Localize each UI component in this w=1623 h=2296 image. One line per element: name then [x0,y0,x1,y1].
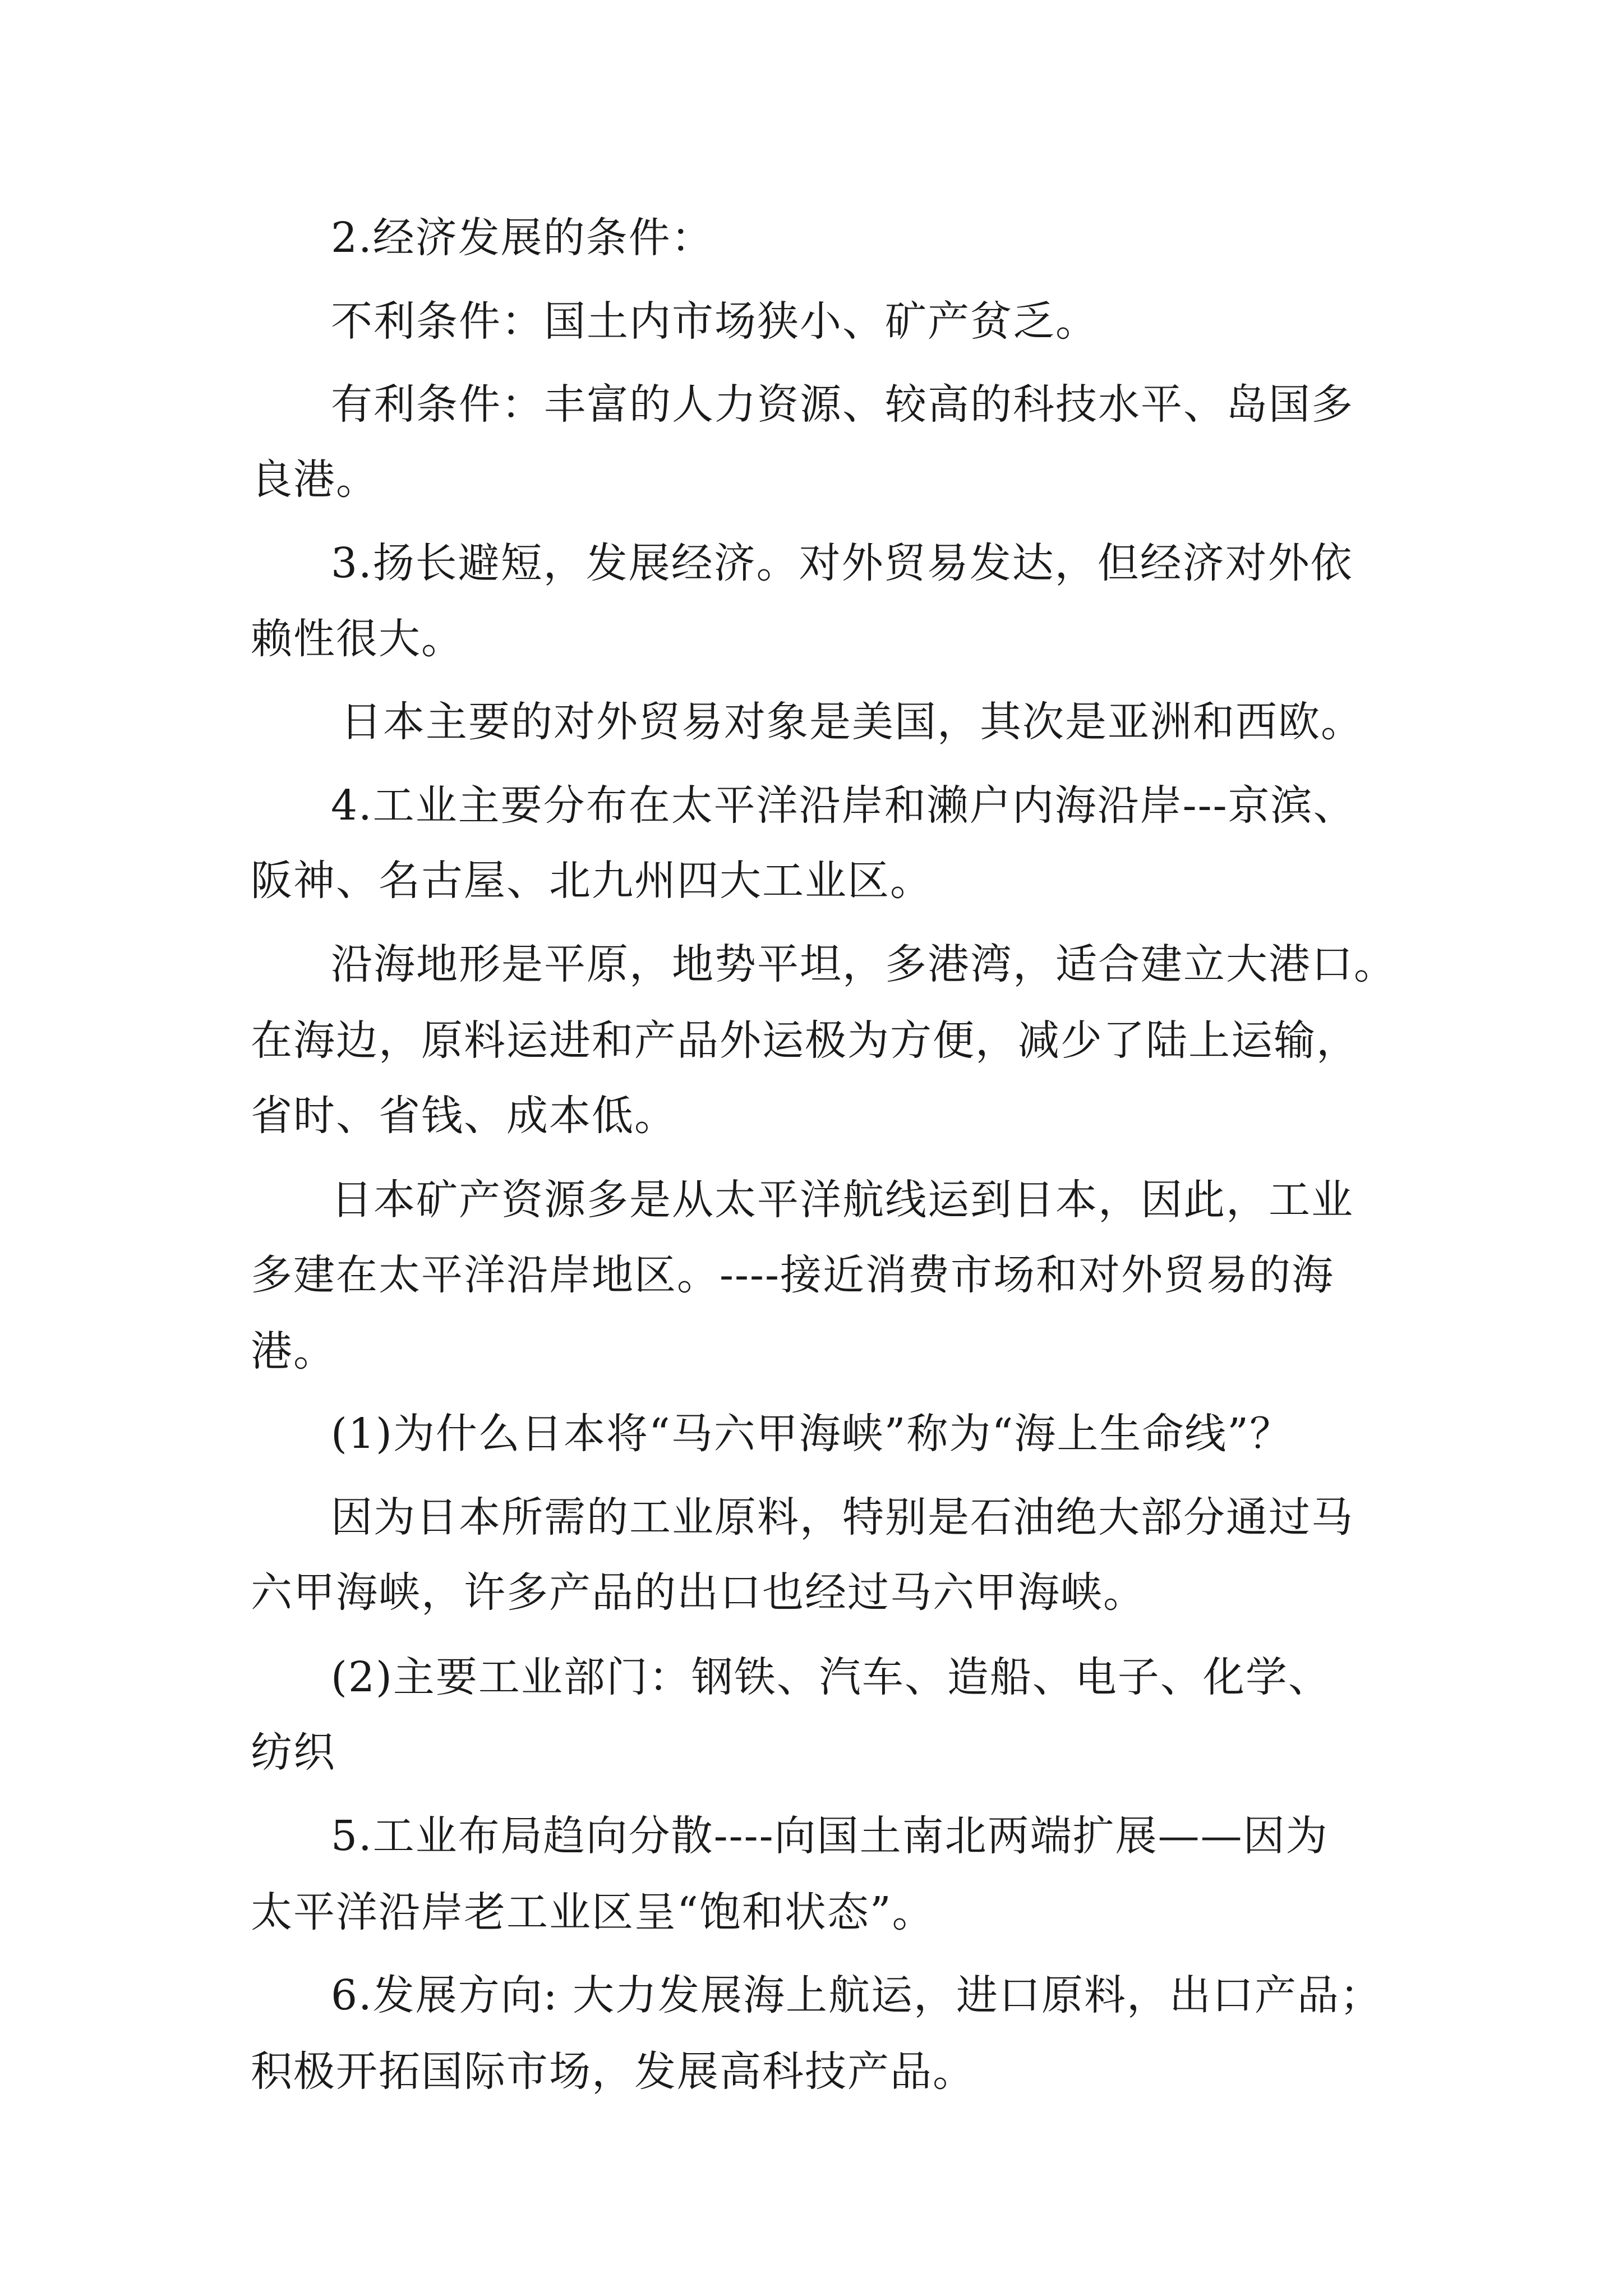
mineral-resources-line-end: 港。 [251,1327,336,1375]
mineral-resources-line-cont: 多建在太平洋沿岸地区。----接近消费市场和对外贸易的海 [251,1251,1335,1299]
section-6-line: 6.发展方向: 大力发展海上航运，进口原料，出口产品； [331,1971,1383,2019]
section-6-line-cont: 积极开拓国际市场，发展高科技产品。 [251,2047,975,2096]
trade-partners-line: 日本主要的对外贸易对象是美国，其次是亚洲和西欧。 [340,698,1363,746]
favorable-conditions-line: 有利条件：丰富的人力资源、较高的科技水平、岛国多 [331,380,1354,429]
unfavorable-conditions-line: 不利条件：国土内市场狭小、矿产贫乏。 [331,297,1098,346]
section-5-line-cont: 太平洋沿岸老工业区呈“饱和状态”。 [251,1888,935,1936]
coastal-terrain-line-cont: 在海边，原料运进和产品外运极为方便，减少了陆上运输， [251,1016,1359,1065]
section-5-line: 5.工业布局趋向分散----向国土南北两端扩展——因为 [331,1812,1329,1860]
coastal-terrain-line-end: 省时、省钱、成本低。 [251,1092,677,1140]
section-3-line-cont: 赖性很大。 [251,615,464,663]
coastal-terrain-line: 沿海地形是平原，地势平坦，多港湾，适合建立大港口。 [331,940,1396,988]
answer-1-line-cont: 六甲海峡，许多产品的出口也经过马六甲海峡。 [251,1568,1146,1617]
industry-sectors-line-cont: 纺织 [251,1728,336,1777]
mineral-resources-line: 日本矿产资源多是从太平洋航线运到日本，因此，工业 [331,1176,1354,1224]
section-2-heading: 2.经济发展的条件： [331,214,714,262]
industry-sectors-line: (2)主要工业部门：钢铁、汽车、造船、电子、化学、 [331,1653,1331,1701]
answer-1-line: 因为日本所需的工业原料，特别是石油绝大部分通过马 [331,1493,1354,1542]
favorable-conditions-line-cont: 良港。 [251,455,379,504]
question-1-line: (1)为什么日本将“马六甲海峡”称为“海上生命线”？ [331,1410,1293,1458]
section-4-line: 4.工业主要分布在太平洋沿岸和濑户内海沿岸---京滨、 [331,781,1356,830]
section-3-line: 3.扬长避短，发展经济。对外贸易发达，但经济对外依 [331,539,1353,587]
section-4-line-cont: 阪神、名古屋、北九州四大工业区。 [251,857,933,905]
